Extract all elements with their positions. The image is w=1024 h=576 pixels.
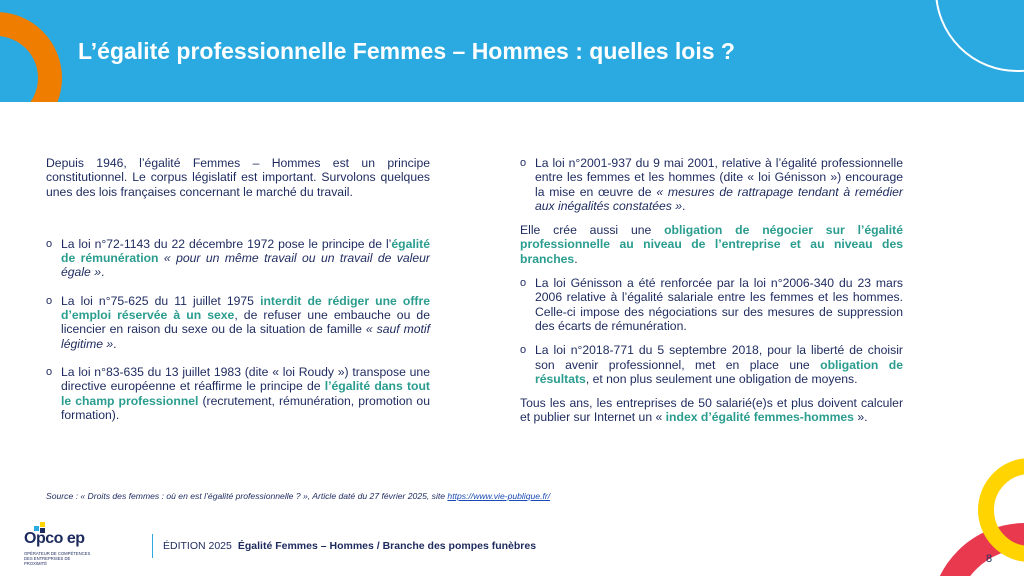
item-text: . xyxy=(113,336,117,351)
item-text: . xyxy=(682,198,686,213)
item-text: . xyxy=(100,265,105,280)
source-link[interactable]: https://www.vie-publique.fr/ xyxy=(447,491,551,501)
item-text: , et non plus seulement une obligation de moyens. xyxy=(585,371,858,386)
item-text: , de refuser une embauche ou de licencier en raison du sexe ou de la situation de famille xyxy=(61,308,430,337)
item-text: La loi n°83-635 du 13 juillet 1983 (dite « loi Roudy ») transpose une directive européenne et réaffirme le principe de xyxy=(61,364,430,394)
item-highlight: obligation de résultats xyxy=(535,357,904,386)
item-highlight: égalité de rémunération xyxy=(61,236,430,266)
source-text: Source : « Droits des femmes : où en est l’égalité professionnelle ? », Article daté du 27 février 2025, site xyxy=(46,491,448,501)
item-text: La loi n°72-1143 du 22 décembre 1972 pose le principe de l’ xyxy=(61,236,392,251)
footer-title: Égalité Femmes – Hommes / Branche des pompes funèbres xyxy=(237,540,537,552)
item-text: La loi n°2018-771 du 5 septembre 2018, pour la liberté de choisir son avenir professionnel, met en place une xyxy=(535,343,903,372)
item-text: La loi Génisson a été renforcée par la loi n°2006-340 du 23 mars 2006 relative à l’égalité salariale entre les femmes et les hommes. Celle-ci impose des négociations sur des mesures de suppression des écarts de rémunération. xyxy=(535,276,903,333)
intro-paragraph: Depuis 1946, l’égalité Femmes – Hommes est un principe constitutionnel. Le corpus législatif est important. Survolons quelques unes des lois françaises concernant le marché du travail. xyxy=(46,156,430,199)
item-text: La loi n°75-625 du 11 juillet 1975 xyxy=(61,293,261,308)
para-text: Elle crée aussi une xyxy=(520,223,665,238)
para-highlight: obligation de négocier sur l’égalité professionnelle au niveau de l’entreprise et au niveau des branches xyxy=(520,223,903,266)
para-highlight: index d’égalité femmes-hommes xyxy=(665,410,854,425)
footer-edition: ÉDITION 2025 xyxy=(163,540,232,552)
item-highlight: l’égalité dans tout le champ professionnel xyxy=(61,379,430,408)
page-number: 8 xyxy=(986,553,993,565)
item-quote: « mesures de rattrapage tendant à remédier aux inégalités constatées » xyxy=(535,184,903,213)
para-text: . xyxy=(574,251,578,266)
item-text: (recrutement, rémunération, promotion ou formation). xyxy=(61,393,430,422)
logo-tagline: OPÉRATEUR DE COMPÉTENCES DES ENTREPRISES DE PROXIMITÉ xyxy=(24,551,91,566)
para-text: Tous les ans, les entreprises de 50 salarié(e)s et plus doivent calculer et publier sur Internet un « xyxy=(520,396,903,425)
logo-wordmark: Opco ep xyxy=(24,530,85,547)
page-title: L’égalité professionnelle Femmes – Hommes : quelles lois ? xyxy=(78,38,735,64)
para-text: ». xyxy=(853,410,868,425)
item-highlight: interdit de rédiger une offre d’emploi réservée à un sexe xyxy=(61,293,430,323)
item-quote: « pour un même travail ou un travail de valeur égale » xyxy=(61,251,430,280)
item-text: La loi n°2001-937 du 9 mai 2001, relative à l’égalité professionnelle entre les femmes et les hommes (dite « loi Génisson ») encourage la mise en œuvre de xyxy=(535,156,903,199)
item-quote: « sauf motif légitime » xyxy=(61,322,430,351)
